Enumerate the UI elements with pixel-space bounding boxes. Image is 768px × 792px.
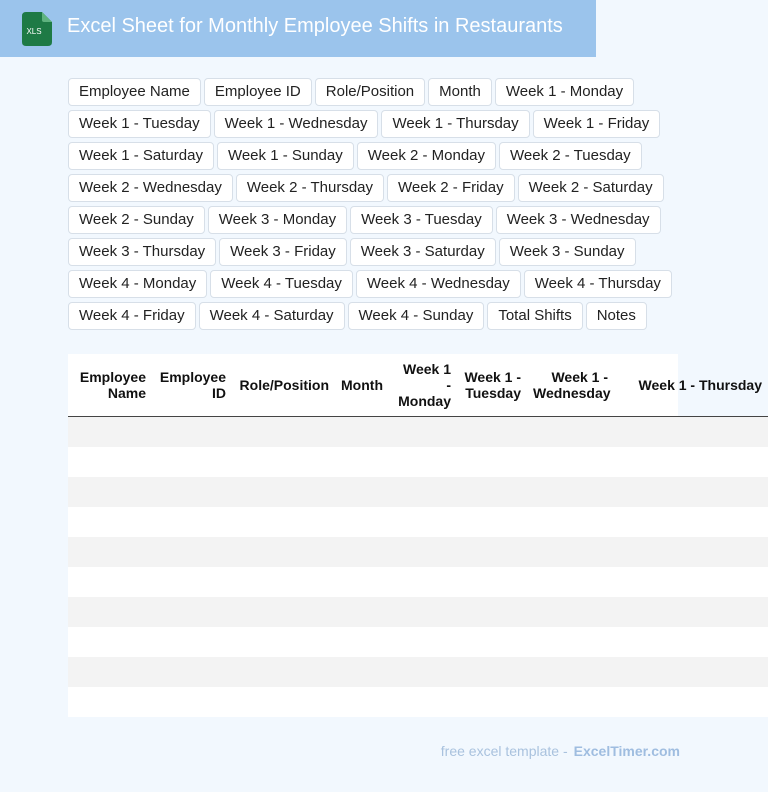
- column-header: Week 1 - Thursday: [614, 354, 768, 416]
- table-cell[interactable]: [68, 477, 152, 507]
- table-cell[interactable]: [389, 507, 457, 537]
- table-cell[interactable]: [335, 657, 389, 687]
- table-cell[interactable]: [457, 537, 527, 567]
- table-cell[interactable]: [68, 416, 152, 447]
- table-cell[interactable]: [335, 627, 389, 657]
- table-cell[interactable]: [527, 416, 614, 447]
- table-cell[interactable]: [68, 507, 152, 537]
- table-cell[interactable]: [389, 657, 457, 687]
- table-cell[interactable]: [152, 537, 232, 567]
- table-cell[interactable]: [335, 687, 389, 717]
- table-cell[interactable]: [527, 657, 614, 687]
- table-cell[interactable]: [457, 597, 527, 627]
- column-tag: Week 4 - Wednesday: [356, 270, 521, 298]
- column-header: Employee Name: [68, 354, 152, 416]
- table-cell[interactable]: [389, 627, 457, 657]
- footer-brand-link[interactable]: ExcelTimer.com: [573, 743, 680, 759]
- table-cell[interactable]: [232, 657, 335, 687]
- table-cell[interactable]: [527, 507, 614, 537]
- column-tag: Week 2 - Saturday: [518, 174, 664, 202]
- table-cell[interactable]: [527, 687, 614, 717]
- shift-table: [68, 354, 768, 717]
- table-cell[interactable]: [232, 537, 335, 567]
- table-cell[interactable]: [232, 447, 335, 477]
- table-cell[interactable]: [335, 477, 389, 507]
- table-cell[interactable]: [152, 447, 232, 477]
- table-cell[interactable]: [232, 687, 335, 717]
- table-row: [68, 597, 768, 627]
- column-tag: Week 3 - Thursday: [68, 238, 216, 266]
- table-cell[interactable]: [389, 597, 457, 627]
- column-tag: Week 2 - Wednesday: [68, 174, 233, 202]
- column-tag: Week 2 - Friday: [387, 174, 515, 202]
- table-cell[interactable]: [527, 537, 614, 567]
- table-cell[interactable]: [527, 477, 614, 507]
- table-cell[interactable]: [457, 567, 527, 597]
- table-cell[interactable]: [389, 447, 457, 477]
- column-tag: Week 3 - Saturday: [350, 238, 496, 266]
- table-cell[interactable]: [614, 416, 768, 447]
- table-cell[interactable]: [614, 567, 768, 597]
- table-cell[interactable]: [335, 447, 389, 477]
- table-cell[interactable]: [335, 567, 389, 597]
- column-tag: Week 3 - Friday: [219, 238, 347, 266]
- table-cell[interactable]: [457, 627, 527, 657]
- table-row: [68, 416, 768, 447]
- table-cell[interactable]: [527, 567, 614, 597]
- footer-credit: [441, 743, 680, 759]
- column-tag: Week 1 - Sunday: [217, 142, 354, 170]
- column-header: Week 1 - Monday: [389, 354, 457, 416]
- page-header: [0, 0, 596, 57]
- column-tag: Week 3 - Monday: [208, 206, 347, 234]
- table-cell[interactable]: [68, 537, 152, 567]
- table-row: [68, 657, 768, 687]
- table-cell[interactable]: [527, 447, 614, 477]
- table-row: [68, 447, 768, 477]
- table-cell[interactable]: [389, 416, 457, 447]
- column-header: Month: [335, 354, 389, 416]
- table-row: [68, 627, 768, 657]
- table-row: [68, 687, 768, 717]
- table-cell[interactable]: [457, 477, 527, 507]
- table-cell[interactable]: [68, 657, 152, 687]
- column-tag: Week 4 - Sunday: [348, 302, 485, 330]
- column-tag: Week 1 - Wednesday: [214, 110, 379, 138]
- column-header: Employee ID: [152, 354, 232, 416]
- column-header: Week 1 - Tuesday: [457, 354, 527, 416]
- table-cell[interactable]: [457, 657, 527, 687]
- column-tag: Week 1 - Monday: [495, 78, 634, 106]
- column-tag: Week 1 - Friday: [533, 110, 661, 138]
- column-tag: Week 1 - Thursday: [381, 110, 529, 138]
- table-cell[interactable]: [614, 627, 768, 657]
- excel-icon-label: XLS: [26, 27, 42, 36]
- table-cell[interactable]: [614, 477, 768, 507]
- column-tag: Week 3 - Tuesday: [350, 206, 493, 234]
- table-cell[interactable]: [335, 416, 389, 447]
- table-cell[interactable]: [527, 627, 614, 657]
- table-cell[interactable]: [232, 627, 335, 657]
- column-tag: Week 3 - Wednesday: [496, 206, 661, 234]
- table-cell[interactable]: [152, 687, 232, 717]
- table-cell[interactable]: [335, 537, 389, 567]
- column-tag: Week 4 - Monday: [68, 270, 207, 298]
- table-cell[interactable]: [68, 447, 152, 477]
- table-cell[interactable]: [335, 597, 389, 627]
- table-cell[interactable]: [152, 627, 232, 657]
- table-cell[interactable]: [457, 447, 527, 477]
- excel-file-icon: [22, 12, 52, 46]
- shift-table-container: [68, 354, 762, 717]
- column-header: Week 1 - Wednesday: [527, 354, 614, 416]
- table-cell[interactable]: [152, 657, 232, 687]
- column-tag: Week 1 - Saturday: [68, 142, 214, 170]
- column-tag: Week 2 - Tuesday: [499, 142, 642, 170]
- table-cell[interactable]: [152, 597, 232, 627]
- table-cell[interactable]: [232, 597, 335, 627]
- table-cell[interactable]: [614, 687, 768, 717]
- column-tag: Week 4 - Friday: [68, 302, 196, 330]
- column-tag: Week 4 - Saturday: [199, 302, 345, 330]
- table-cell[interactable]: [614, 657, 768, 687]
- table-row: [68, 537, 768, 567]
- column-tag: Employee Name: [68, 78, 201, 106]
- table-row: [68, 507, 768, 537]
- column-tag: Role/Position: [315, 78, 425, 106]
- column-tag: Week 2 - Monday: [357, 142, 496, 170]
- table-cell[interactable]: [335, 507, 389, 537]
- table-cell[interactable]: [152, 567, 232, 597]
- table-cell[interactable]: [152, 477, 232, 507]
- table-cell[interactable]: [527, 597, 614, 627]
- table-cell[interactable]: [152, 416, 232, 447]
- table-cell[interactable]: [389, 537, 457, 567]
- table-cell[interactable]: [152, 507, 232, 537]
- table-cell[interactable]: [68, 597, 152, 627]
- column-tag: Week 4 - Tuesday: [210, 270, 353, 298]
- column-tag: Week 2 - Thursday: [236, 174, 384, 202]
- column-tag: Week 2 - Sunday: [68, 206, 205, 234]
- column-header: Role/Position: [232, 354, 335, 416]
- table-cell[interactable]: [614, 597, 768, 627]
- table-cell[interactable]: [389, 687, 457, 717]
- table-cell[interactable]: [389, 567, 457, 597]
- page-title: Excel Sheet for Monthly Employee Shifts in Restaurants: [67, 15, 563, 37]
- table-cell[interactable]: [389, 477, 457, 507]
- table-cell[interactable]: [232, 567, 335, 597]
- column-tag: Employee ID: [204, 78, 312, 106]
- table-cell[interactable]: [232, 416, 335, 447]
- footer-prefix: free excel template -: [440, 743, 568, 759]
- table-header-row: [68, 354, 768, 416]
- table-cell[interactable]: [232, 477, 335, 507]
- table-cell[interactable]: [457, 507, 527, 537]
- table-row: [68, 567, 768, 597]
- table-cell[interactable]: [68, 627, 152, 657]
- table-cell[interactable]: [232, 507, 335, 537]
- column-tag-list: [68, 78, 678, 330]
- column-tag: Total Shifts: [487, 302, 582, 330]
- column-tag: Week 3 - Sunday: [499, 238, 636, 266]
- column-tag: Month: [428, 78, 492, 106]
- table-cell[interactable]: [68, 687, 152, 717]
- column-tag: Notes: [586, 302, 647, 330]
- table-cell[interactable]: [68, 567, 152, 597]
- table-cell[interactable]: [457, 687, 527, 717]
- table-cell[interactable]: [457, 416, 527, 447]
- table-row: [68, 477, 768, 507]
- table-cell[interactable]: [614, 447, 768, 477]
- table-cell[interactable]: [614, 507, 768, 537]
- column-tag: Week 1 - Tuesday: [68, 110, 211, 138]
- column-tag: Week 4 - Thursday: [524, 270, 672, 298]
- table-cell[interactable]: [614, 537, 768, 567]
